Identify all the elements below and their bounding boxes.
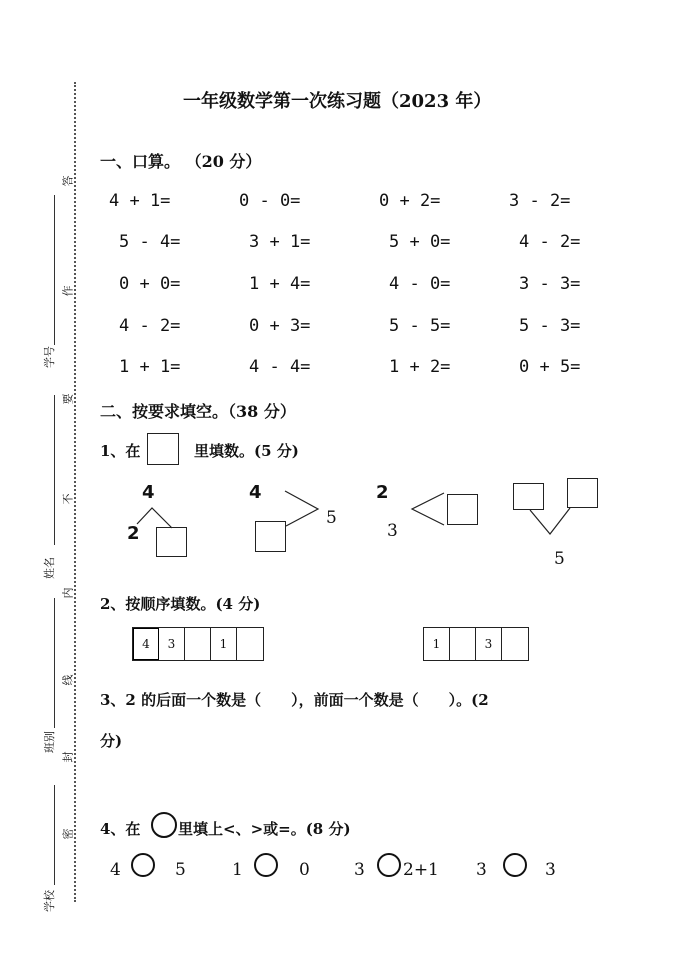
section1-heading: 一、口算。 （20 分） (100, 152, 262, 171)
sequence-a-cell: 3 (159, 628, 185, 660)
equation: 0 - 0= (239, 191, 301, 211)
compare-left-number: 1 (232, 860, 243, 880)
margin-char: 要 (61, 393, 75, 405)
sequence-a-cell: 4 (133, 628, 159, 660)
equation: 4 + 1= (109, 191, 171, 211)
equation: 5 + 0= (389, 232, 451, 252)
q4-example-circle (151, 812, 177, 838)
tree1-left-number: 2 (127, 523, 140, 544)
equation: 3 + 1= (249, 232, 311, 252)
tree1-answer-box[interactable] (156, 527, 187, 557)
equation: 5 - 5= (389, 316, 451, 336)
compare-right-number: 5 (175, 860, 186, 880)
margin-label-name: 姓名 (43, 557, 56, 579)
equation: 0 + 0= (119, 274, 181, 294)
equation: 4 - 2= (119, 316, 181, 336)
compare-right-number: 0 (299, 860, 310, 880)
tree1-branches (137, 508, 172, 528)
equation: 1 + 4= (249, 274, 311, 294)
tree3-top-number: 2 (376, 482, 389, 503)
margin-char: 封 (61, 751, 75, 763)
sequence-b (423, 627, 529, 661)
margin-char: 作 (61, 285, 75, 297)
q1-suffix: 里填数。(5 分) (194, 442, 299, 460)
equation: 4 - 4= (249, 357, 311, 377)
sequence-b-blank-cell[interactable] (450, 628, 476, 660)
equation: 3 - 3= (519, 274, 581, 294)
compare-left-number: 4 (110, 860, 121, 880)
margin-label-school: 学校 (43, 890, 56, 912)
equation: 5 - 4= (119, 232, 181, 252)
equation: 3 - 2= (509, 191, 571, 211)
q1-prefix: 1、在 (100, 442, 141, 460)
sequence-a-cell: 1 (211, 628, 237, 660)
tree4-right-box[interactable] (567, 478, 598, 508)
compare-right-number: 3 (545, 860, 556, 880)
tree2-top-number: 4 (249, 482, 262, 503)
compare-left-number: 3 (354, 860, 365, 880)
compare-circle[interactable] (377, 853, 401, 877)
sequence-b-cell: 1 (424, 628, 450, 660)
tree4-bottom-number: 5 (554, 549, 565, 569)
q4-prefix: 4、在 (100, 820, 141, 838)
tree3-answer-box[interactable] (447, 494, 478, 525)
sequence-a (132, 627, 264, 661)
q3-text-line1: 3、2 的后面一个数是（ ），前面一个数是（ ）。(2 (100, 691, 489, 709)
tree3-branches (412, 493, 444, 525)
q2-label: 2、按顺序填数。(4 分) (100, 595, 261, 613)
sequence-b-blank-cell[interactable] (502, 628, 528, 660)
margin-char: 密 (61, 828, 75, 840)
equation: 0 + 5= (519, 357, 581, 377)
compare-circle[interactable] (254, 853, 278, 877)
equation: 5 - 3= (519, 316, 581, 336)
q3-text-line2: 分) (100, 732, 123, 750)
sequence-b-cell: 3 (476, 628, 502, 660)
sequence-a-blank-cell[interactable] (237, 628, 263, 660)
page-title: 一年级数学第一次练习题（2023 年） (183, 91, 492, 112)
q4-suffix: 里填上<、>或=。(8 分) (178, 820, 351, 838)
tree4-left-box[interactable] (513, 483, 544, 510)
equation: 4 - 0= (389, 274, 451, 294)
tree4-branches (530, 508, 570, 534)
tree2-branches (285, 491, 318, 526)
margin-char: 线 (61, 674, 75, 686)
equation: 4 - 2= (519, 232, 581, 252)
margin-char: 答 (61, 175, 75, 187)
margin-char: 内 (61, 587, 75, 599)
compare-left-number: 3 (476, 860, 487, 880)
equation: 1 + 1= (119, 357, 181, 377)
tree1-top-number: 4 (142, 482, 155, 503)
compare-circle[interactable] (131, 853, 155, 877)
tree2-answer-box[interactable] (255, 521, 286, 552)
sequence-a-blank-cell[interactable] (185, 628, 211, 660)
margin-char: 不 (61, 493, 75, 505)
compare-circle[interactable] (503, 853, 527, 877)
margin-label-class: 班别 (43, 731, 56, 753)
equation: 0 + 2= (379, 191, 441, 211)
tree2-right-number: 5 (326, 508, 337, 528)
compare-right-expression: 2+1 (403, 860, 439, 880)
tree3-left-number: 3 (387, 521, 398, 541)
margin-label-student-id: 学号 (43, 346, 56, 368)
equation: 0 + 3= (249, 316, 311, 336)
equation: 1 + 2= (389, 357, 451, 377)
section2-heading: 二、按要求填空。（38 分） (100, 402, 296, 421)
